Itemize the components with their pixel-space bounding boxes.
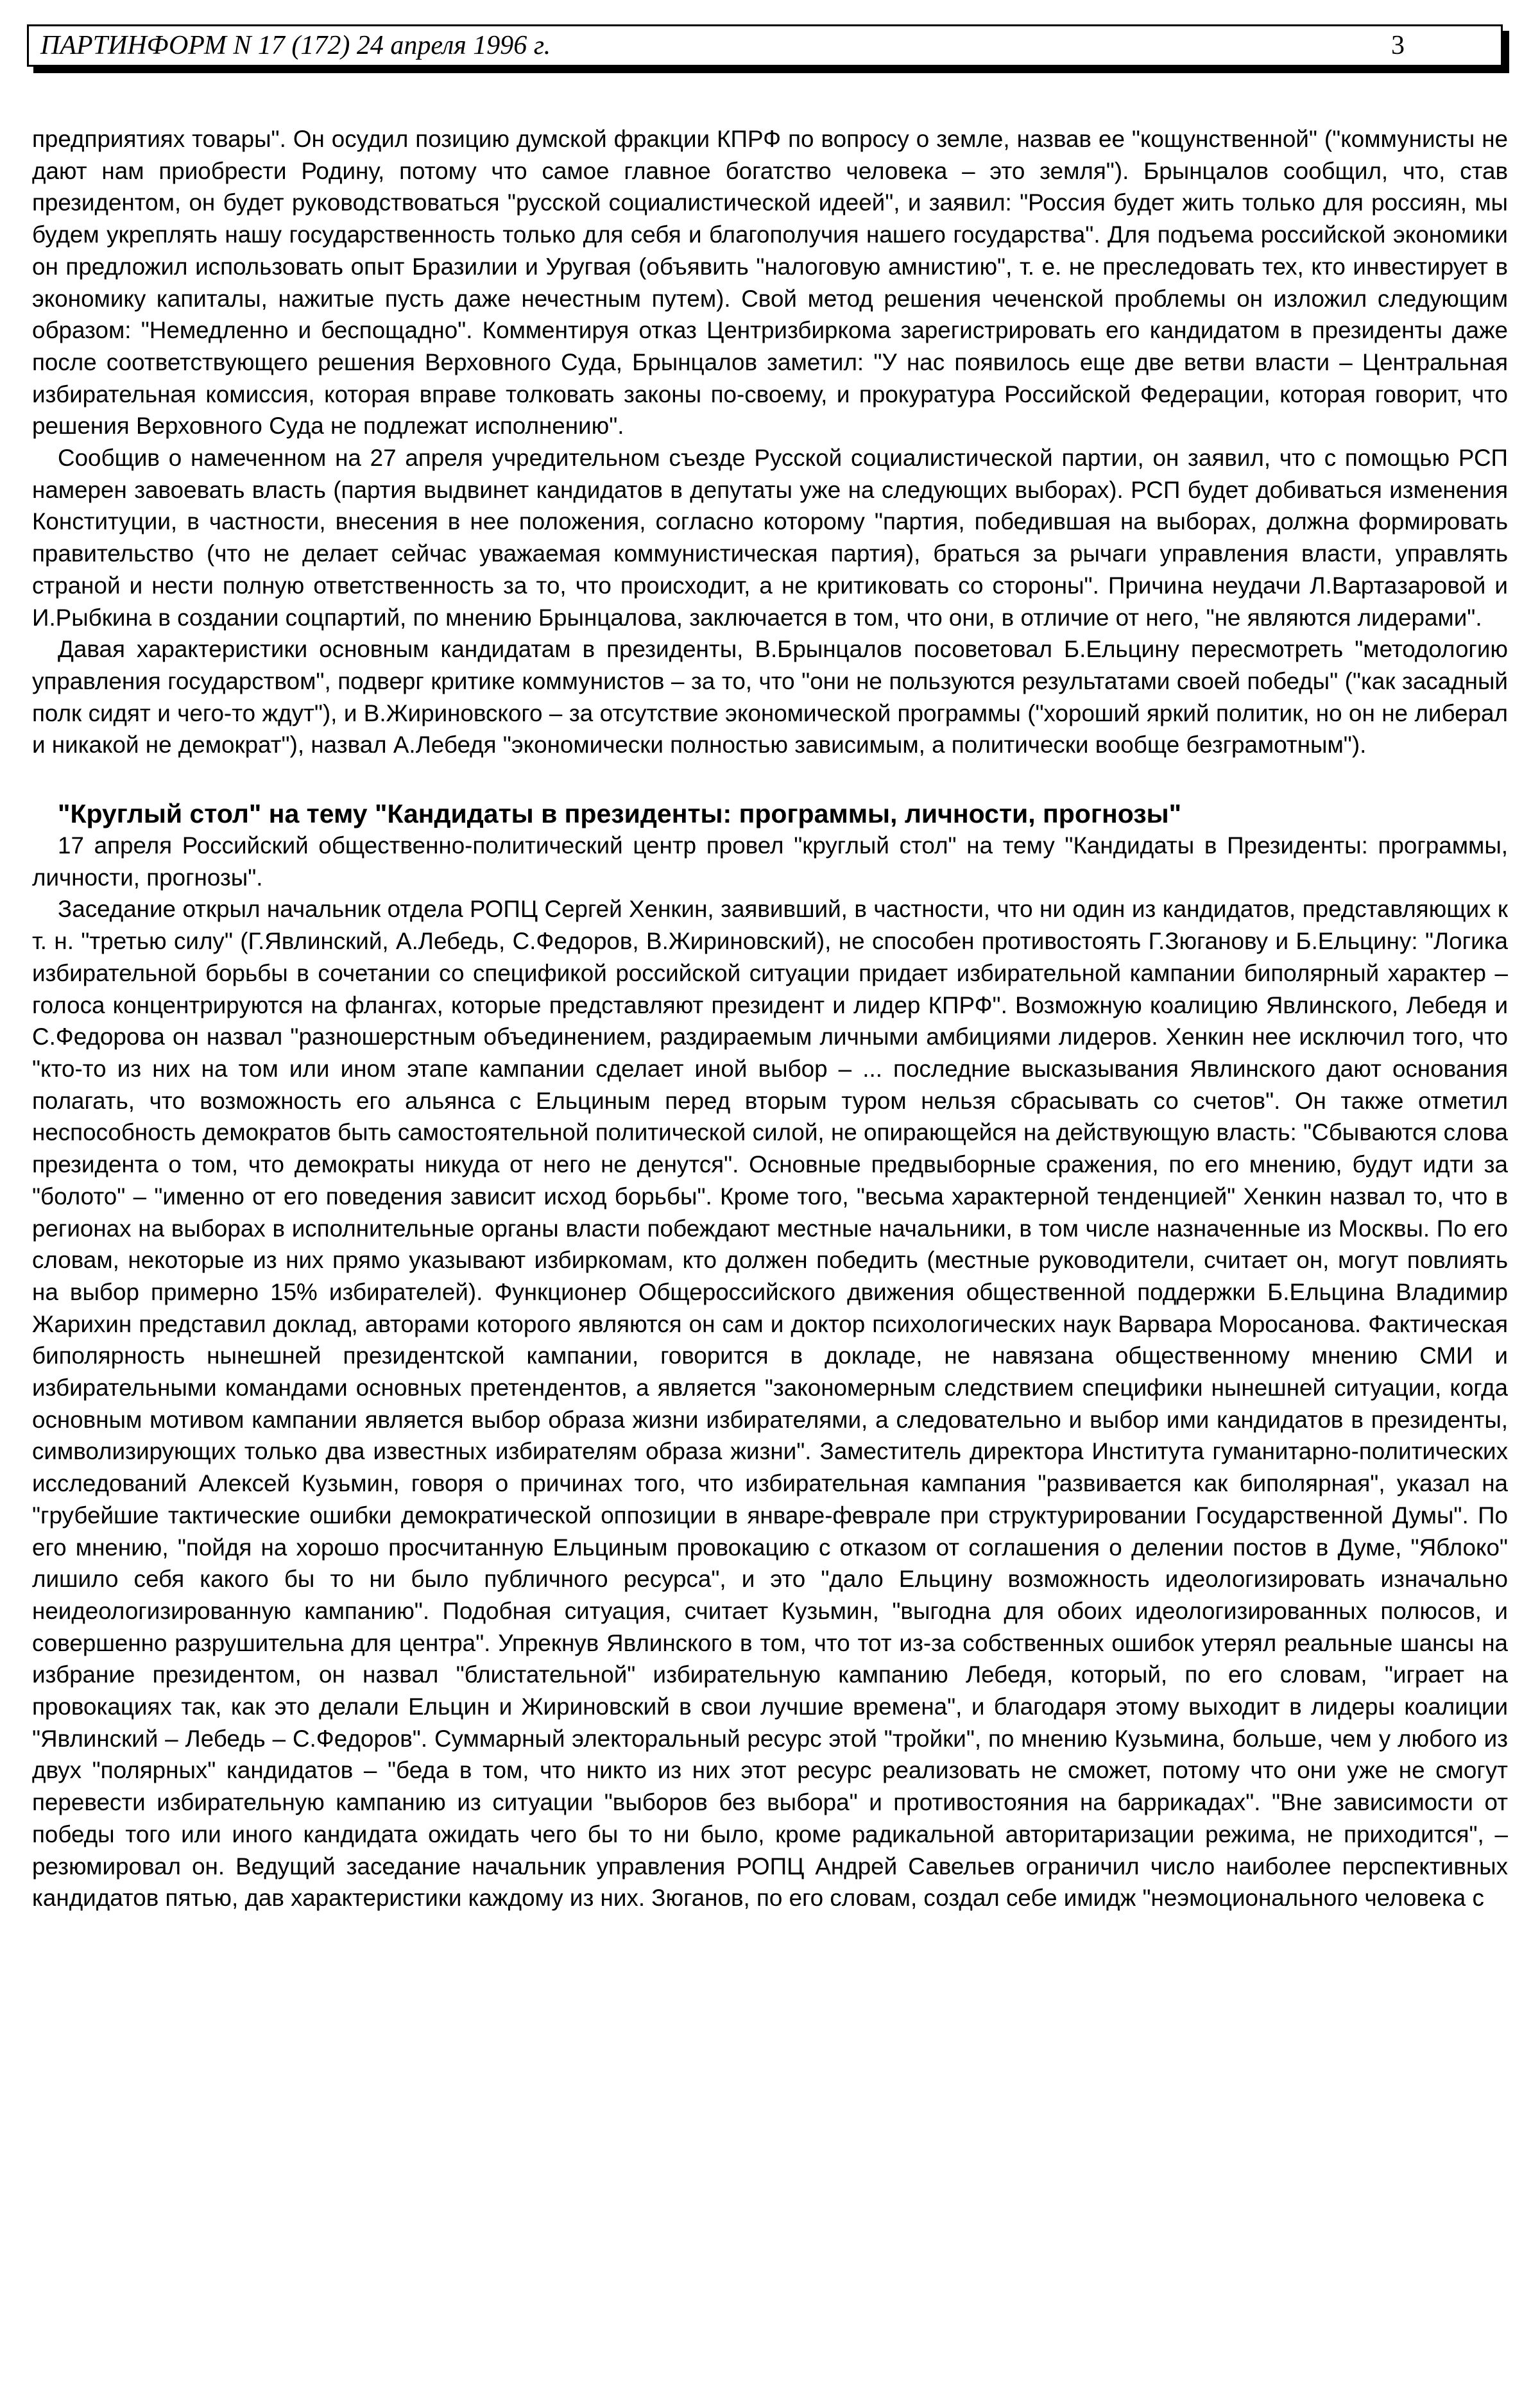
paragraph: Заседание открыл начальник отдела РОПЦ Сергей Хенкин, заявивший, в частности, что ни один из кандидатов, представляющих к т. н. "третью силу" (Г.Явлинский, А.Лебедь, С.Федоров, В.Жириновский), не способен противостоять Г.Зюганову и Б.Ельцину: "Логика избирательной борьбы в сочетании со спецификой российской ситуации придает избирательной кампании биполярный характер – голоса концентрируются на флангах, которые представляют президент и лидер КПРФ". Возможную коалицию Явлинского, Лебедя и С.Федорова он назвал "разношерстным объединением, раздираемым личными амбициями лидеров. Хенкин нее исключил того, что "кто-то из них на том или ином этапе кампании сделает иной выбор – ... последние высказывания Явлинского дают основания полагать, что возможность его альянса с Ельциным перед вторым туром нельзя сбрасывать со счетов". Он также отметил неспособность демократов быть самостоятельной политической силой, не опирающейся на действующую власть: "Сбываются слова президента о том, что демократы никуда от него не денутся". Основные предвыборные сражения, по его мнению, будут идти за "болото" – "именно от его поведения зависит исход борьбы". Кроме того, "весьма характерной тенденцией" Хенкин назвал то, что в регионах на выборах в исполнительные органы власти побеждают местные начальники, в том числе назначенные из Москвы. По его словам, некоторые из них прямо указывают избиркомам, кто должен победить (местные руководители, считает он, могут повлиять на выбор примерно 15% избирателей). Функционер Общероссийского движения общественной поддержки Б.Ельцина Владимир Жарихин представил доклад, авторами которого являются он сам и доктор психологических наук Варвара Моросанова. Фактическая биполярность нынешней президентской кампании, говорится в докладе, не навязана общественному мнению СМИ и избирательными командами основных претендентов, а является "закономерным следствием специфики нынешней ситуации, когда основным мотивом кампании является выбор образа жизни избирателями, а следовательно и выбор ими кандидатов в президенты, символизирующих только два известных избирателям образа жизни". Заместитель директора Института гуманитарно-политических исследований Алексей Кузьмин, говоря о причинах того, что избирательная кампания "развивается как биполярная", указал на "грубейшие тактические ошибки демократической оппозиции в январе-феврале при структурировании Государственной Думы". По его мнению, "пойдя на хорошо просчитанную Ельциным провокацию с отказом от соглашения о делении постов в Думе, "Яблоко" лишило себя какого бы то ни было публичного ресурса", и это "дало Ельцину возможность идеологизировать изначально неидеологизированную кампанию". Подобная ситуация, считает Кузьмин, "выгодна для обоих идеологизированных полюсов, и совершенно разрушительна для центра". Упрекнув Явлинского в том, что тот из-за собственных ошибок утерял реальные шансы на избрание президентом, он назвал "блистательной" избирательную кампанию Лебедя, который, по его словам, "играет на провокациях так, как это делали Ельцин и Жириновский в свои лучшие времена", и благодаря этому выходит в лидеры коалиции "Явлинский – Лебедь – С.Федоров". Суммарный электоральный ресурс этой "тройки", по мнению Кузьмина, больше, чем у любого из двух "полярных" кандидатов – "беда в том, что никто из них этот ресурс реализовать не сможет, потому что они уже не смогут перевести избирательную кампанию из ситуации "выборов без выбора" и противостояния на баррикадах". "Вне зависимости от победы того или иного кандидата ожидать чего бы то ни было, кроме радикальной авторитаризации режима, не приходится", – резюмировал он. Ведущий заседание начальник управления РОПЦ Андрей Савельев ограничил число наиболее перспективных кандидатов пятью, дав характеристики каждому из них. Зюганов, по его словам, создал себе имидж "неэмоционального человека с — [32, 896, 1508, 1912]
article-body — [32, 123, 1508, 1914]
section-heading: "Круглый стол" на тему "Кандидаты в президенты: программы, личности, прогнозы" — [58, 799, 1182, 829]
paragraph: предприятиях товары". Он осудил позицию думской фракции КПРФ по вопросу о земле, назвав ее "кощунственной" ("коммунисты не дают нам приобрести Родину, потому что самое главное богатство человека – это земля"). Брынцалов сообщил, что, став президентом, он будет руководствоваться "русской социалистической идеей", и заявил: "Россия будет жить только для россиян, мы будем укреплять нашу государственность только для себя и благополучия нашего государства". Для подъема российской экономики он предложил использовать опыт Бразилии и Уругвая (объявить "налоговую амнистию", т. е. не преследовать тех, кто инвестирует в экономику капиталы, нажитые пусть даже нечестным путем). Свой метод решения чеченской проблемы он изложил следующим образом: "Немедленно и беспощадно". Комментируя отказ Центризбиркома зарегистрировать его кандидатом в президенты даже после соответствующего решения Верховного Суда, Брынцалов заметил: "У нас появилось еще две ветви власти – Центральная избирательная комиссия, которая вправе толковать законы по-своему, и прокуратура Российской Федерации, которая говорит, что решения Верховного Суда не подлежат исполнению". — [32, 126, 1508, 440]
page-header — [27, 24, 1503, 67]
paragraph: Сообщив о намеченном на 27 апреля учредительном съезде Русской социалистической партии, он заявил, что с помощью РСП намерен завоевать власть (партия выдвинет кандидатов в депутаты уже на следующих выборах). РСП будет добиваться изменения Конституции, в частности, внесения в нее положения, согласно которому "партия, победившая на выборах, должна формировать правительство (что не делает сейчас уважаемая коммунистическая партия), браться за рычаги управления власти, управлять страной и нести полную ответственность за то, что происходит, а не критиковать со стороны". Причина неудачи Л.Вартазаровой и И.Рыбкина в создании соцпартий, по мнению Брынцалова, заключается в том, что они, в отличие от него, "не являются лидерами". — [32, 445, 1508, 631]
paragraph: Давая характеристики основным кандидатам в президенты, В.Брынцалов посоветовал Б.Ельцину пересмотреть "методологию управления государством", подверг критике коммунистов – за то, что "они не пользуются результатами своей победы" ("как засадный полк сидят и чего-то ждут"), и В.Жириновского – за отсутствие экономической программы ("хороший яркий политик, но он не либерал и никакой не демократ"), назвал А.Лебедя "экономически полностью зависимым, а политически вообще безграмотным"). — [32, 636, 1508, 758]
paragraph: 17 апреля Российский общественно-политический центр провел "круглый стол" на тему "Кандидаты в Президенты: программы, личности, прогнозы". — [32, 832, 1508, 891]
publication-title: ПАРТИНФОРМ N 17 (172) 24 апреля 1996 г. — [40, 31, 551, 60]
page-number: 3 — [1391, 31, 1405, 60]
